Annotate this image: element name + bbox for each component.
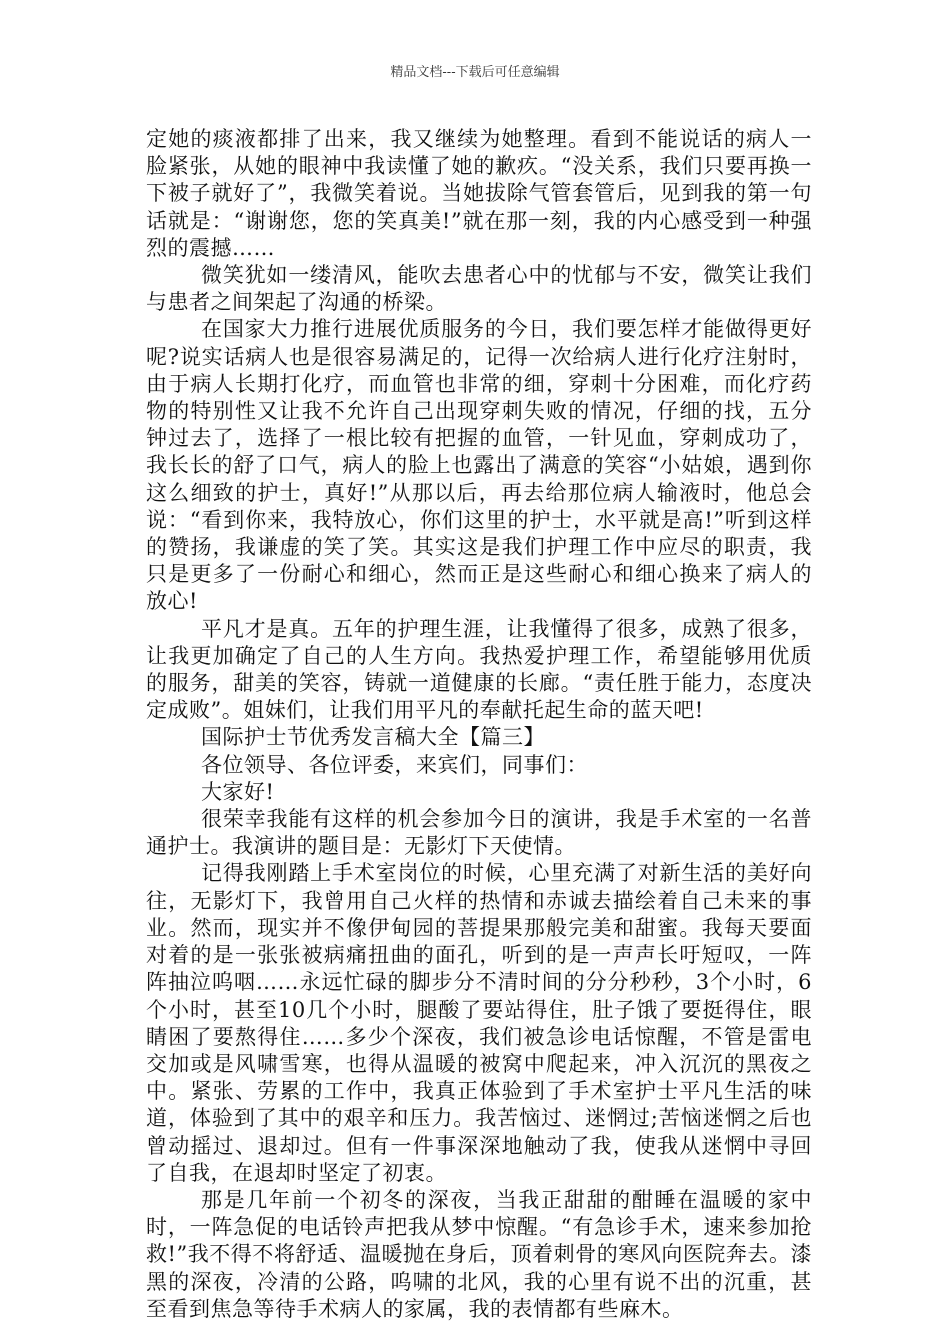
paragraph: 很荣幸我能有这样的机会参加今日的演讲，我是手术室的一名普通护士。我演讲的题目是：无影灯下天使情。 xyxy=(146,807,812,859)
page-header: 精品文档---下载后可任意编辑 xyxy=(390,65,560,80)
paragraph: 记得我刚踏上手术室岗位的时候，心里充满了对新生活的美好向往，无影灯下，我曾用自己火样的热情和赤诚去描绘着自己未来的事业。然而，现实并不像伊甸园的菩提果那般完美和甜蜜。我每天要面对着的是一张张被病痛扭曲的面孔，听到的是一声声长吁短叹，一阵阵抽泣呜咽……永远忙碌的脚步分不清时间的分分秒秒，3个小时，6个小时，甚至10几个小时，腿酸了要站得住，肚子饿了要挺得住，眼睛困了要熬得住……多少个深夜，我们被急诊电话惊醒，不管是雷电交加或是风啸雪寒，也得从温暖的被窝中爬起来，冲入沉沉的黑夜之中。紧张、劳累的工作中，我真正体验到了手术室护士平凡生活的味道，体验到了其中的艰辛和压力。我苦恼过、迷惘过;苦恼迷惘之后也曾动摇过、退却过。但有一件事深深地触动了我，使我从迷惘中寻回了自我，在退却时坚定了初衷。 xyxy=(146,861,812,1185)
section-heading: 国际护士节优秀发言稿大全【篇三】 xyxy=(201,725,545,750)
paragraph: 那是几年前一个初冬的深夜，当我正甜甜的酣睡在温暖的家中时，一阵急促的电话铃声把我从梦中惊醒。“有急诊手术，速来参加抢救!”我不得不将舒适、温暖抛在身后，顶着刺骨的寒风向医院奔去。漆黑的深夜，冷清的公路，呜啸的北风，我的心里有说不出的沉重，甚至看到焦急等待手术病人的家属，我的表情都有些麻木。 xyxy=(146,1187,812,1321)
paragraph: 微笑犹如一缕清风，能吹去患者心中的忧郁与不安，微笑让我们与患者之间架起了沟通的桥梁。 xyxy=(146,263,812,315)
paragraph: 平凡才是真。五年的护理生涯，让我懂得了很多，成熟了很多，让我更加确定了自己的人生方向。我热爱护理工作，希望能够用优质的服务，甜美的笑容，铸就一道健康的长廊。“责任胜于能力，态度决定成败”。姐妹们，让我们用平凡的奉献托起生命的蓝天吧! xyxy=(146,616,812,723)
document-body xyxy=(146,126,812,1323)
salutation: 各位领导、各位评委，来宾们，同事们： xyxy=(201,752,588,777)
greeting: 大家好! xyxy=(201,779,275,804)
paragraph: 在国家大力推行进展优质服务的今日，我们要怎样才能做得更好呢?说实话病人也是很容易满足的，记得一次给病人进行化疗注射时，由于病人长期打化疗，而血管也非常的细，穿刺十分困难，而化疗药物的特别性又让我不允许自己出现穿刺失败的情况，仔细的找，五分钟过去了，选择了一根比较有把握的血管，一针见血，穿刺成功了，我长长的舒了口气，病人的脸上也露出了满意的笑容“小姑娘，遇到你这么细致的护士，真好!”从那以后，再去给那位病人输液时，他总会说：“看到你来，我特放心，你们这里的护士，水平就是高!”听到这样的赞扬，我谦虚的笑了笑。其实这是我们护理工作中应尽的职责，我只是更多了一份耐心和细心，然而正是这些耐心和细心换来了病人的放心! xyxy=(146,317,812,614)
paragraph: 定她的痰液都排了出来，我又继续为她整理。看到不能说话的病人一脸紧张，从她的眼神中我读懂了她的歉疚。“没关系，我们只要再换一下被子就好了”，我微笑着说。当她拔除气管套管后，见到我的第一句话就是：“谢谢您，您的笑真美!”就在那一刻，我的内心感受到一种强烈的震撼…… xyxy=(146,127,812,260)
